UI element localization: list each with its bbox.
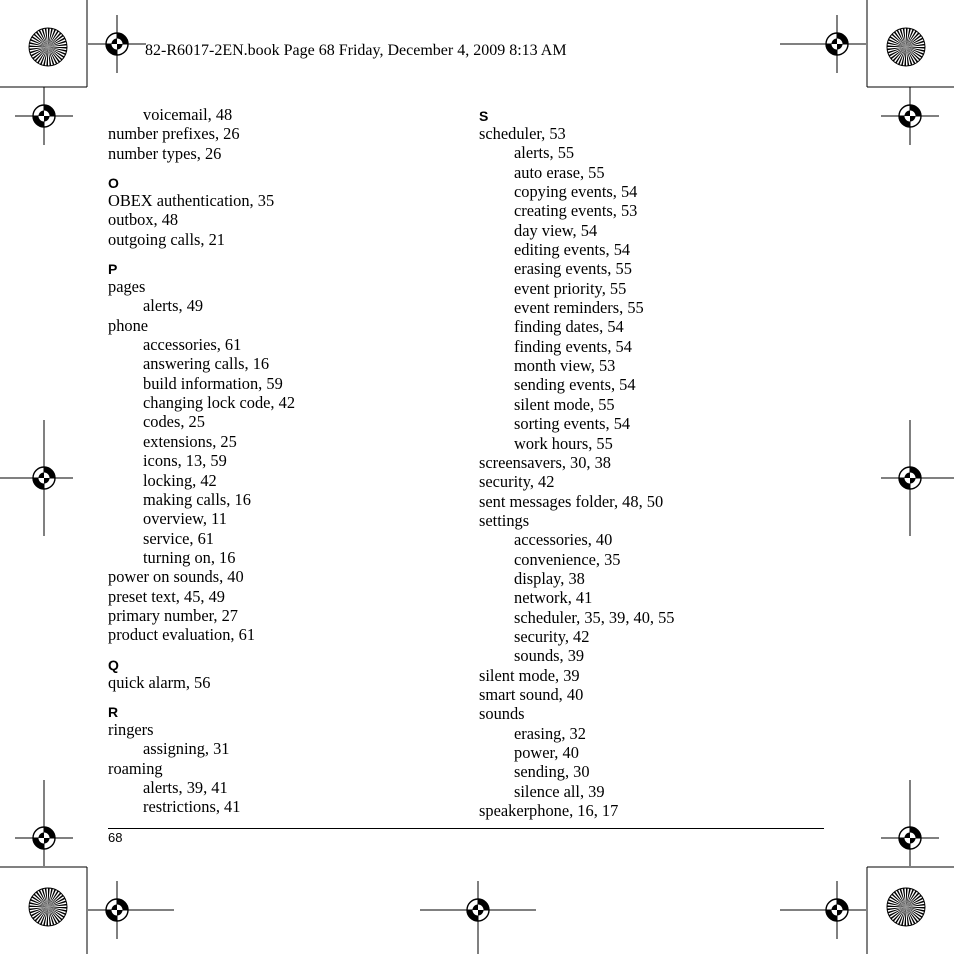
- index-entry: pages: [108, 277, 146, 297]
- index-subentry: voicemail, 48: [143, 105, 233, 124]
- print-slug-header: 82-R6017-2EN.book Page 68 Friday, December 4, 2009 8:13 AM: [145, 42, 567, 59]
- index-subentry: alerts, 55: [514, 143, 575, 163]
- index-entry: phone: [108, 315, 149, 335]
- index-subentry: month view, 53: [514, 356, 616, 376]
- index-entry: sent messages folder, 48, 50: [479, 491, 664, 511]
- registration-mark-mid-right: [881, 420, 954, 536]
- index-subentry: build information, 59: [143, 373, 283, 393]
- page-number: 68: [108, 830, 123, 845]
- registration-mark-top-left-h: [88, 15, 146, 73]
- index-subentry: sending, 30: [514, 762, 590, 782]
- index-subentry: changing lock code, 42: [143, 393, 296, 413]
- index-entry: preset text, 45, 49: [108, 586, 225, 606]
- index-subentry: work hours, 55: [514, 433, 613, 453]
- index-subentry: convenience, 35: [514, 549, 621, 569]
- index-subentry: security, 42: [514, 626, 590, 646]
- index-entry: security, 42: [479, 472, 555, 492]
- index-entry: settings: [479, 510, 530, 530]
- index-subentry: restrictions, 41: [143, 797, 241, 817]
- color-bar-wheel-bottom-right: [887, 888, 925, 926]
- index-column-left: [108, 105, 458, 817]
- index-entry: primary number, 27: [108, 605, 238, 625]
- registration-mark-mid-left: [0, 420, 73, 536]
- index-subentry: alerts, 39, 41: [143, 777, 228, 797]
- index-subentry: copying events, 54: [514, 182, 638, 202]
- index-subentry: auto erase, 55: [514, 162, 605, 182]
- index-section-letter: O: [108, 175, 119, 192]
- index-subentry: alerts, 49: [143, 296, 204, 316]
- registration-mark-bottom-right-v: [881, 780, 939, 866]
- index-subentry: silence all, 39: [514, 781, 605, 801]
- index-subentry: extensions, 25: [143, 431, 237, 451]
- index-section-letter: R: [108, 703, 119, 720]
- index-subentry: sorting events, 54: [514, 414, 631, 434]
- index-subentry: scheduler, 35, 39, 40, 55: [514, 607, 675, 627]
- index-subentry: sending events, 54: [514, 375, 636, 395]
- index-subentry: overview, 11: [143, 509, 227, 529]
- index-entry: smart sound, 40: [479, 684, 584, 704]
- index-entry: product evaluation, 61: [108, 625, 256, 645]
- index-entry: ringers: [108, 719, 154, 739]
- index-section-letter: P: [108, 261, 118, 278]
- index-subentry: erasing, 32: [514, 723, 586, 743]
- index-subentry: display, 38: [514, 568, 585, 588]
- index-subentry: service, 61: [143, 528, 214, 548]
- registration-mark-bottom-right-h: [780, 881, 866, 939]
- index-entry: scheduler, 53: [479, 124, 566, 143]
- index-subentry: codes, 25: [143, 412, 205, 432]
- index-entry: outbox, 48: [108, 210, 179, 230]
- index-subentry: accessories, 61: [143, 335, 242, 355]
- index-subentry: network, 41: [514, 588, 593, 608]
- index-subentry: accessories, 40: [514, 530, 613, 550]
- registration-mark-top-right-h: [780, 15, 866, 73]
- index-subentry: silent mode, 55: [514, 394, 615, 414]
- index-column-right: [479, 105, 829, 820]
- registration-mark-top-right-v: [881, 87, 939, 145]
- index-subentry: turning on, 16: [143, 547, 236, 567]
- index-entry: speakerphone, 16, 17: [479, 801, 619, 821]
- index-subentry: locking, 42: [143, 470, 217, 490]
- index-section-letter: S: [479, 108, 489, 124]
- registration-mark-bottom-left-h: [88, 881, 174, 939]
- index-subentry: finding events, 54: [514, 336, 632, 356]
- registration-mark-bottom-left-v: [15, 780, 73, 866]
- index-subentry: erasing events, 55: [514, 259, 632, 279]
- index-subentry: day view, 54: [514, 220, 598, 240]
- index-subentry: power, 40: [514, 743, 579, 762]
- index-subentry: creating events, 53: [514, 201, 638, 221]
- index-entry: sounds: [479, 704, 525, 724]
- registration-mark-bottom-center: [420, 881, 536, 954]
- index-entry: power on sounds, 40: [108, 567, 244, 587]
- registration-mark-top-left-v: [15, 87, 73, 145]
- index-subentry: event priority, 55: [514, 278, 627, 298]
- index-entry: roaming: [108, 758, 163, 778]
- index-entry: outgoing calls, 21: [108, 229, 225, 249]
- index-entry: number types, 26: [108, 143, 222, 163]
- footer-rule: [108, 828, 824, 829]
- index-subentry: sounds, 39: [514, 646, 585, 666]
- color-bar-wheel-top-right: [887, 28, 925, 66]
- index-subentry: event reminders, 55: [514, 298, 644, 318]
- index-entry: silent mode, 39: [479, 665, 580, 685]
- index-entry: OBEX authentication, 35: [108, 191, 275, 211]
- index-subentry: answering calls, 16: [143, 354, 270, 374]
- index-entry: number prefixes, 26: [108, 124, 240, 144]
- color-bar-wheel-bottom-left: [29, 888, 67, 926]
- index-entry: quick alarm, 56: [108, 672, 211, 692]
- index-subentry: finding dates, 54: [514, 317, 624, 337]
- index-section-letter: Q: [108, 656, 119, 673]
- index-entry: screensavers, 30, 38: [479, 452, 611, 472]
- index-subentry: assigning, 31: [143, 739, 230, 759]
- index-subentry: making calls, 16: [143, 489, 251, 509]
- index-subentry: editing events, 54: [514, 240, 631, 260]
- index-subentry: icons, 13, 59: [143, 451, 227, 471]
- color-bar-wheel-top-left: [29, 28, 67, 66]
